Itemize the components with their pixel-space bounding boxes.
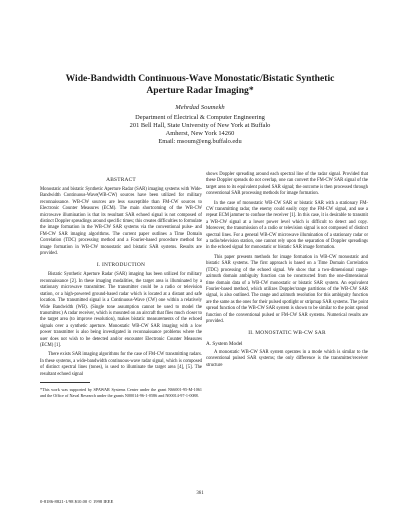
- right-paragraph-4: A monostatic WB-CW SAR system operates in a mode which is similar to the conventional pulsed SAR systems; the only difference is the transmitter/receiver structure: [206, 349, 368, 368]
- affiliation-address: 201 Bell Hall, State University of New York at Buffalo: [129, 122, 271, 129]
- author-name: Mehrdad Soumekh: [175, 104, 225, 111]
- right-paragraph-3: This paper presents methods for image formation in WB-CW monostatic and bistatic SAR systems. The first approach is based on a Time Domain Correlation (TDC) processing of the echoed signal. We show that a two-dimensional range-azimuth domain ambiguity function can be constructed from the one-dimensional time domain data of a WB-CW monostatic or bistatic SAR system. An equivalent Fourier-based method, which utilizes Doppler/range partitions of the WB-CW SAR signal, is also outlined. The range and azimuth resolution for this ambiguity function are the same as the ones for their pulsed spotlight or stripmap SAR systems. The point spread function of the WB-CW SAR system is shown to be similar to the point spread function of the conventional pulsed or FM-CW SAR systems. Numerical results are provided.: [206, 254, 368, 324]
- introduction-paragraph-1: Bistatic Synthetic Aperture Radar (SAR) imaging has been utilized for military reconnaissance [2]. In these imaging modalities, the target area is illuminated by a stationary microwave transmitter. The transmitter could be a radio or television station, or a high-powered ground-based radar which is located at a distant and safe location. The transmitted signal is a Continuous-Wave (CW) one within a relatively Wide Bandwidth (WB). (Single tone assumption cannot be used to model the transmitter.) A radar receiver, which is mounted on an aircraft that flies much closer to the target area (to improve resolution), makes bistatic measurements of the echoed signals over a synthetic aperture. Monostatic WB-CW SAR imaging with a low power transmitter is also being investigated in reconnaissance problems where the user does not wish to be detected and/or encounter Electronic Counter Measures (ECM) [1].: [40, 272, 202, 348]
- right-paragraph-2: In the case of monostatic WB-CW SAR or bistatic SAR with a stationary FM-CW transmitting radar, the enemy could easily copy the FM-CW signal, and use a repeat ECM jammer to confuse the receiver [1]. In this case, it is desirable to transmit a WB-CW signal at a lower power level which is difficult to detect and copy. Moreover, the transmission of a radio or television signal is not composed of distinct spectral lines. For a general WB-CW microwave illumination of a stationary radar or a radio/television station, one cannot rely upon the separation of Doppler spreadings in the echoed signal for monostatic or bistatic SAR image formation.: [206, 200, 368, 251]
- subsection-heading: A. System Model: [206, 341, 243, 348]
- funding-footnote: *This work was supported by SPAWAR Systems Center under the grant N66001-95-M-1061 and the Office of Naval Research under the grants N00014-96-1-0586 and N00014-97-1-0088.: [40, 387, 202, 398]
- abstract-text: Monostatic and bistatic Synthetic Aperture Radar (SAR) imaging systems with Wide-Bandwidth Continuous-Wave(WB-CW) sources have been utilized for military reconnaissance. WB-CW sources are less susceptible than FM-CW sources to Electronic Counter Measures (ECM). The main shortcoming of the WB-CW microwave illumination is that its resultant SAR echoed signal is not composed of distinct Doppler spreadings around specific times; this creates difficulties to formulate the image formation in the WB-CW SAR systems via the conventional pulse- and FM-CW SAR imaging algorithms. The current paper outlines a Time Domain Correlation (TDC) processing method and a Fourier-based procedure method for image formation in WB-CW monostatic and bistatic SAR systems. Results are provided.: [40, 187, 202, 257]
- page-number: 361: [196, 491, 204, 496]
- introduction-heading: I. INTRODUCTION: [96, 262, 146, 269]
- paper-title-line-2: Aperture Radar Imaging*: [146, 85, 254, 96]
- left-column: [40, 176, 202, 402]
- section-heading: II. MONOSTATIC WB-CW SAR: [248, 330, 326, 337]
- right-paragraph-1: shows Doppler spreading around each spectral line of the radar signal. Provided that these Doppler spreads do not overlap, one can convert the FM-CW SAR signal of the target area to its equivalent pulsed SAR signal; the outcome is then processed through conventional SAR processing methods for image formation.: [206, 172, 368, 197]
- copyright-footer: 0-8186-8821-1/98 $10.00 © 1998 IEEE: [40, 499, 114, 504]
- abstract-heading: ABSTRACT: [106, 177, 136, 183]
- affiliation-city: Amherst, New York 14260: [165, 130, 235, 137]
- right-column: [206, 172, 368, 372]
- affiliation-department: Department of Electrical & Computer Engineering: [135, 114, 265, 121]
- affiliation-email: Email: msoum@eng.buffalo.edu: [158, 138, 242, 145]
- paper-title-line-1: Wide-Bandwidth Continuous-Wave Monostatic/Bistatic Synthetic: [65, 73, 335, 84]
- introduction-paragraph-2: There exists SAR imaging algorithms for the case of FM-CW transmitting radars. In these systems, a wide-bandwidth continuous-wave radar signal, which is composed of distinct spectral lines (tones), is used to illuminate the target area [4], [5]. The resultant echoed signal: [40, 352, 202, 377]
- footnote-divider: [40, 382, 90, 383]
